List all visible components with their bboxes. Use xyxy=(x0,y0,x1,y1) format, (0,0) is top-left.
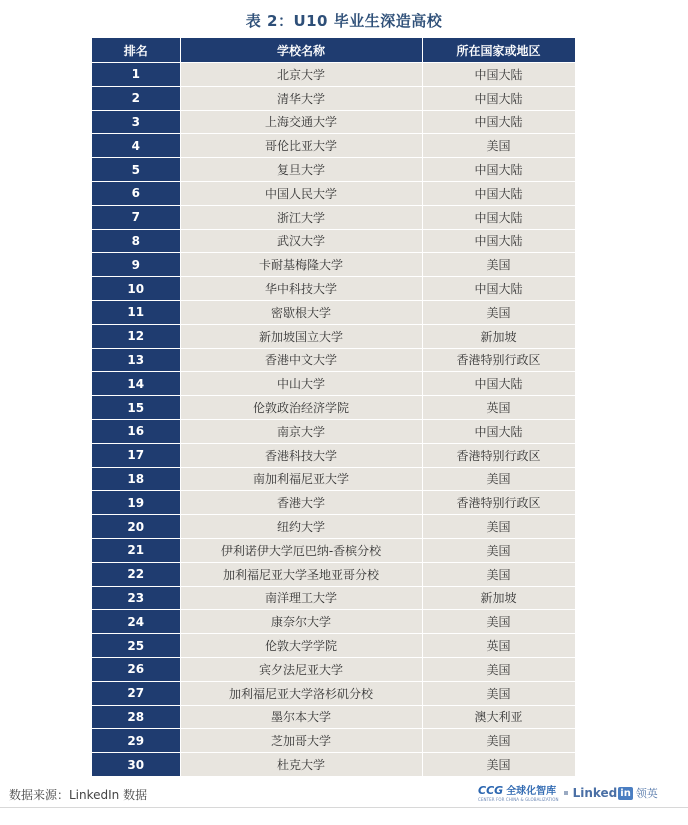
region-cell: 中国大陆 xyxy=(422,277,575,301)
footer-logos xyxy=(478,782,683,804)
table-row xyxy=(92,419,575,443)
school-name-cell: 伦敦大学学院 xyxy=(180,634,422,658)
linkedin-logo-word: Linked xyxy=(572,786,618,800)
rank-cell: 28 xyxy=(92,705,180,729)
rank-cell: 5 xyxy=(92,158,180,182)
ccg-logo-subtitle: CENTER FOR CHINA & GLOBALIZATION xyxy=(478,796,559,802)
region-cell: 英国 xyxy=(422,396,575,420)
school-name-cell: 香港科技大学 xyxy=(180,443,422,467)
region-cell: 美国 xyxy=(422,681,575,705)
table-row xyxy=(92,491,575,515)
table-row xyxy=(92,467,575,491)
school-name-cell: 浙江大学 xyxy=(180,205,422,229)
ccg-logo-chinese: 全球化智库 xyxy=(506,785,557,797)
school-name-cell: 康奈尔大学 xyxy=(180,610,422,634)
region-cell: 美国 xyxy=(422,253,575,277)
school-name-cell: 芝加哥大学 xyxy=(180,729,422,753)
school-name-cell: 香港大学 xyxy=(180,491,422,515)
table-row xyxy=(92,634,575,658)
rank-cell: 20 xyxy=(92,515,180,539)
school-name-cell: 卡耐基梅隆大学 xyxy=(180,253,422,277)
region-cell: 中国大陆 xyxy=(422,181,575,205)
linkedin-logo xyxy=(573,785,658,801)
ccg-logo xyxy=(478,785,559,802)
school-name-cell: 中山大学 xyxy=(180,372,422,396)
table-row xyxy=(92,205,575,229)
school-name-cell: 墨尔本大学 xyxy=(180,705,422,729)
region-cell: 新加坡 xyxy=(422,586,575,610)
school-name-cell: 北京大学 xyxy=(180,63,422,87)
school-name-cell: 杜克大学 xyxy=(180,753,422,777)
rank-cell: 3 xyxy=(92,110,180,134)
rank-cell: 11 xyxy=(92,300,180,324)
region-cell: 美国 xyxy=(422,300,575,324)
region-cell: 美国 xyxy=(422,729,575,753)
region-cell: 美国 xyxy=(422,562,575,586)
table-row xyxy=(92,538,575,562)
table-row xyxy=(92,110,575,134)
rank-cell: 18 xyxy=(92,467,180,491)
rank-cell: 24 xyxy=(92,610,180,634)
school-name-cell: 上海交通大学 xyxy=(180,110,422,134)
table-row xyxy=(92,253,575,277)
school-name-cell: 伊利诺伊大学厄巴纳-香槟分校 xyxy=(180,538,422,562)
school-name-cell: 宾夕法尼亚大学 xyxy=(180,657,422,681)
school-name-cell: 加利福尼亚大学洛杉矶分校 xyxy=(180,681,422,705)
university-ranking-table xyxy=(92,38,576,777)
table-header-row xyxy=(92,38,575,63)
table-row xyxy=(92,324,575,348)
rank-cell: 25 xyxy=(92,634,180,658)
table-row xyxy=(92,657,575,681)
region-cell: 中国大陆 xyxy=(422,229,575,253)
table-row xyxy=(92,610,575,634)
rank-cell: 12 xyxy=(92,324,180,348)
rank-cell: 19 xyxy=(92,491,180,515)
region-cell: 美国 xyxy=(422,610,575,634)
table-row xyxy=(92,229,575,253)
table-row xyxy=(92,443,575,467)
header-school: 学校名称 xyxy=(180,38,422,63)
region-cell: 香港特别行政区 xyxy=(422,348,575,372)
school-name-cell: 武汉大学 xyxy=(180,229,422,253)
table-row xyxy=(92,705,575,729)
header-rank: 排名 xyxy=(92,38,180,63)
table-row xyxy=(92,515,575,539)
region-cell: 中国大陆 xyxy=(422,86,575,110)
table-row xyxy=(92,396,575,420)
rank-cell: 30 xyxy=(92,753,180,777)
region-cell: 美国 xyxy=(422,538,575,562)
school-name-cell: 香港中文大学 xyxy=(180,348,422,372)
school-name-cell: 复旦大学 xyxy=(180,158,422,182)
region-cell: 美国 xyxy=(422,657,575,681)
school-name-cell: 华中科技大学 xyxy=(180,277,422,301)
rank-cell: 2 xyxy=(92,86,180,110)
linkedin-logo-chinese: 领英 xyxy=(635,787,658,800)
header-region: 所在国家或地区 xyxy=(422,38,575,63)
region-cell: 美国 xyxy=(422,134,575,158)
rank-cell: 29 xyxy=(92,729,180,753)
rank-cell: 10 xyxy=(92,277,180,301)
region-cell: 新加坡 xyxy=(422,324,575,348)
region-cell: 中国大陆 xyxy=(422,372,575,396)
rank-cell: 21 xyxy=(92,538,180,562)
table-row xyxy=(92,277,575,301)
rank-cell: 6 xyxy=(92,181,180,205)
table-row xyxy=(92,63,575,87)
table-row xyxy=(92,729,575,753)
school-name-cell: 哥伦比亚大学 xyxy=(180,134,422,158)
school-name-cell: 纽约大学 xyxy=(180,515,422,539)
school-name-cell: 新加坡国立大学 xyxy=(180,324,422,348)
table-row xyxy=(92,86,575,110)
rank-cell: 8 xyxy=(92,229,180,253)
region-cell: 美国 xyxy=(422,515,575,539)
table-body xyxy=(92,63,575,777)
footer-divider xyxy=(0,807,688,808)
region-cell: 美国 xyxy=(422,753,575,777)
school-name-cell: 加利福尼亚大学圣地亚哥分校 xyxy=(180,562,422,586)
table-row xyxy=(92,348,575,372)
table-row xyxy=(92,158,575,182)
region-cell: 澳大利亚 xyxy=(422,705,575,729)
rank-cell: 22 xyxy=(92,562,180,586)
logo-separator-icon xyxy=(564,791,568,795)
school-name-cell: 密歇根大学 xyxy=(180,300,422,324)
region-cell: 香港特别行政区 xyxy=(422,443,575,467)
linkedin-in-icon: in xyxy=(620,787,631,799)
rank-cell: 1 xyxy=(92,63,180,87)
rank-cell: 16 xyxy=(92,419,180,443)
region-cell: 中国大陆 xyxy=(422,110,575,134)
table-row xyxy=(92,753,575,777)
table-row xyxy=(92,300,575,324)
table-row xyxy=(92,134,575,158)
rank-cell: 27 xyxy=(92,681,180,705)
region-cell: 美国 xyxy=(422,467,575,491)
region-cell: 中国大陆 xyxy=(422,158,575,182)
school-name-cell: 中国人民大学 xyxy=(180,181,422,205)
table-row xyxy=(92,681,575,705)
table-row xyxy=(92,372,575,396)
region-cell: 中国大陆 xyxy=(422,205,575,229)
table-row xyxy=(92,181,575,205)
school-name-cell: 南京大学 xyxy=(180,419,422,443)
school-name-cell: 南加利福尼亚大学 xyxy=(180,467,422,491)
rank-cell: 26 xyxy=(92,657,180,681)
rank-cell: 9 xyxy=(92,253,180,277)
rank-cell: 23 xyxy=(92,586,180,610)
school-name-cell: 清华大学 xyxy=(180,86,422,110)
school-name-cell: 南洋理工大学 xyxy=(180,586,422,610)
school-name-cell: 伦敦政治经济学院 xyxy=(180,396,422,420)
data-source-note: 数据来源：LinkedIn 数据 xyxy=(9,788,148,802)
rank-cell: 15 xyxy=(92,396,180,420)
table-title: 表 2：U10 毕业生深造高校 xyxy=(245,12,443,30)
rank-cell: 17 xyxy=(92,443,180,467)
region-cell: 中国大陆 xyxy=(422,419,575,443)
region-cell: 中国大陆 xyxy=(422,63,575,87)
table-row xyxy=(92,562,575,586)
rank-cell: 4 xyxy=(92,134,180,158)
region-cell: 香港特别行政区 xyxy=(422,491,575,515)
rank-cell: 7 xyxy=(92,205,180,229)
rank-cell: 13 xyxy=(92,348,180,372)
region-cell: 英国 xyxy=(422,634,575,658)
table-row xyxy=(92,586,575,610)
rank-cell: 14 xyxy=(92,372,180,396)
ccg-logo-letters: CCG xyxy=(478,783,504,797)
